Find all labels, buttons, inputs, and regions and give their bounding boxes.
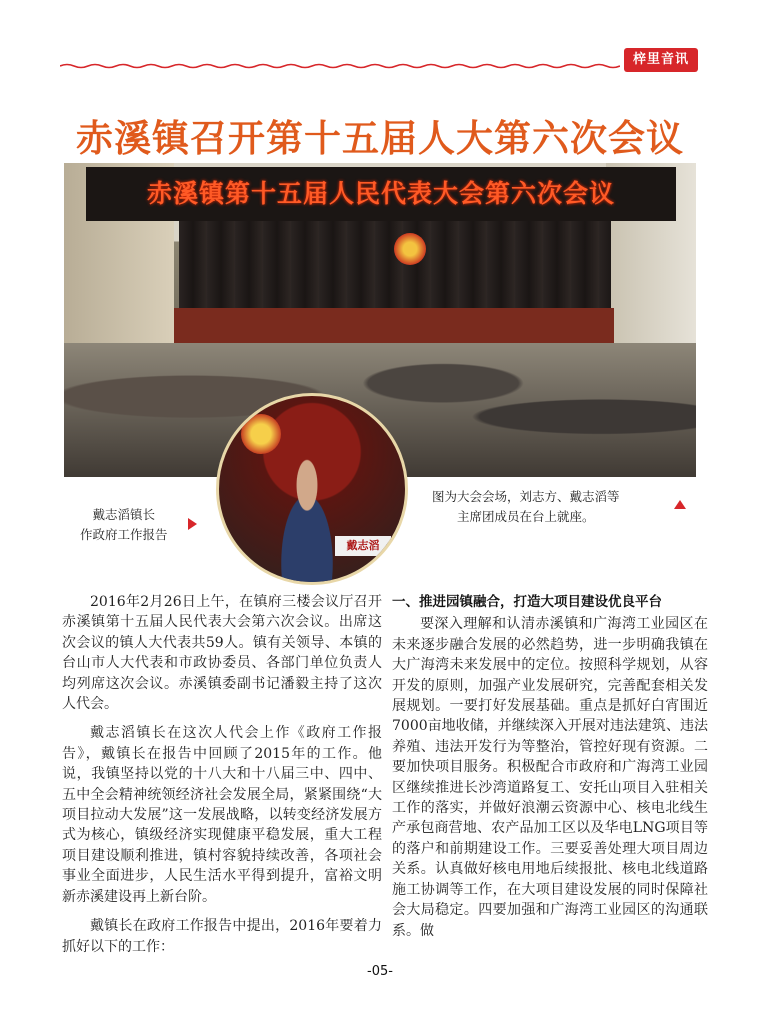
article-title: 赤溪镇召开第十五届人大第六次会议 [76, 116, 684, 160]
paragraph: 2016年2月26日上午，在镇府三楼会议厅召开赤溪镇第十五届人民代表大会第六次会议。出席这次会议的镇人大代表共59人。镇有关领导、本镇的台山市人大代表和市政协委员、各部门单位负责人均列席这次会议。赤溪镇委副书记潘毅主持了这次人代会。 [62, 594, 382, 713]
caption-left-line: 戴志滔镇长 [92, 507, 156, 522]
caption-pointer-right-icon [188, 518, 197, 530]
paragraph: 要深入理解和认清赤溪镇和广海湾工业园区在未来逐步融合发展的必然趋势，进一步明确我镇在大广海湾未来发展中的定位。按照科学规划，从容开发的原则，加强产业发展研究，完善配套相关发展规划。一要打好发展基础。重点是抓好白宵围近7000亩地收储，并继续深入开展对违法建筑、违法养殖、违法开发行为等整治，管控好现有资源。二要加快项目服务。积极配合市政府和广海湾工业园区继续推进长沙湾道路复工、安托山项目入驻相关工作的落实，并做好浪潮云资源中心、核电北线生产承包商营地、农产品加工区以及华电LNG项目等的落户和前期建设工作。三要妥善处理大项目周边关系。认真做好核电用地后续报批、核电北线道路施工协调等工作，在大项目建设发展的同时保障社会大局稳定。四要加强和广海湾工业园区的沟通联系。做 [392, 616, 708, 939]
left-column [62, 592, 382, 966]
right-column [392, 592, 708, 950]
national-emblem-icon [394, 233, 426, 265]
caption-right [432, 487, 620, 527]
page-number: -05- [367, 964, 393, 979]
paragraph: 戴镇长在政府工作报告中提出，2016年要着力抓好以下的工作： [62, 918, 382, 955]
section-tag: 梓里音讯 [624, 48, 698, 72]
paragraph: 戴志滔镇长在这次人代会上作《政府工作报告》，戴镇长在报告中回顾了2015年的工作。他说，我镇坚持以党的十八大和十八届三中、四中、五中全会精神统领经济社会发展全局，紧紧围绕“大项目拉动大发展”这一发展战略，以转变经济发展方式为核心，镇级经济实现健康平稳发展，重大工程项目建设顺利推进，镇村容貌持续改善，各项社会事业全面进步，人民生活水平得到提升，富裕文明新赤溪建设再上新台阶。 [62, 725, 382, 905]
section-heading: 一、推进园镇融合，打造大项目建设优良平台 [392, 594, 662, 610]
caption-pointer-up-icon [674, 500, 686, 509]
mayor-inset-photo [216, 393, 408, 585]
caption-left-line: 作政府工作报告 [80, 527, 168, 542]
inset-emblem-icon [241, 414, 281, 454]
nameplate: 戴志滔 [335, 536, 391, 556]
caption-left [80, 505, 168, 545]
led-banner [86, 167, 676, 221]
speaker-figure [267, 458, 347, 582]
header-wavy-rule [60, 63, 620, 69]
stage-curtain [179, 221, 611, 311]
banner-text: 赤溪镇第十五届人民代表大会第六次会议 [146, 179, 615, 208]
caption-right-line: 图为大会会场，刘志方、戴志滔等 [432, 489, 620, 504]
caption-right-line: 主席团成员在台上就座。 [457, 509, 595, 524]
